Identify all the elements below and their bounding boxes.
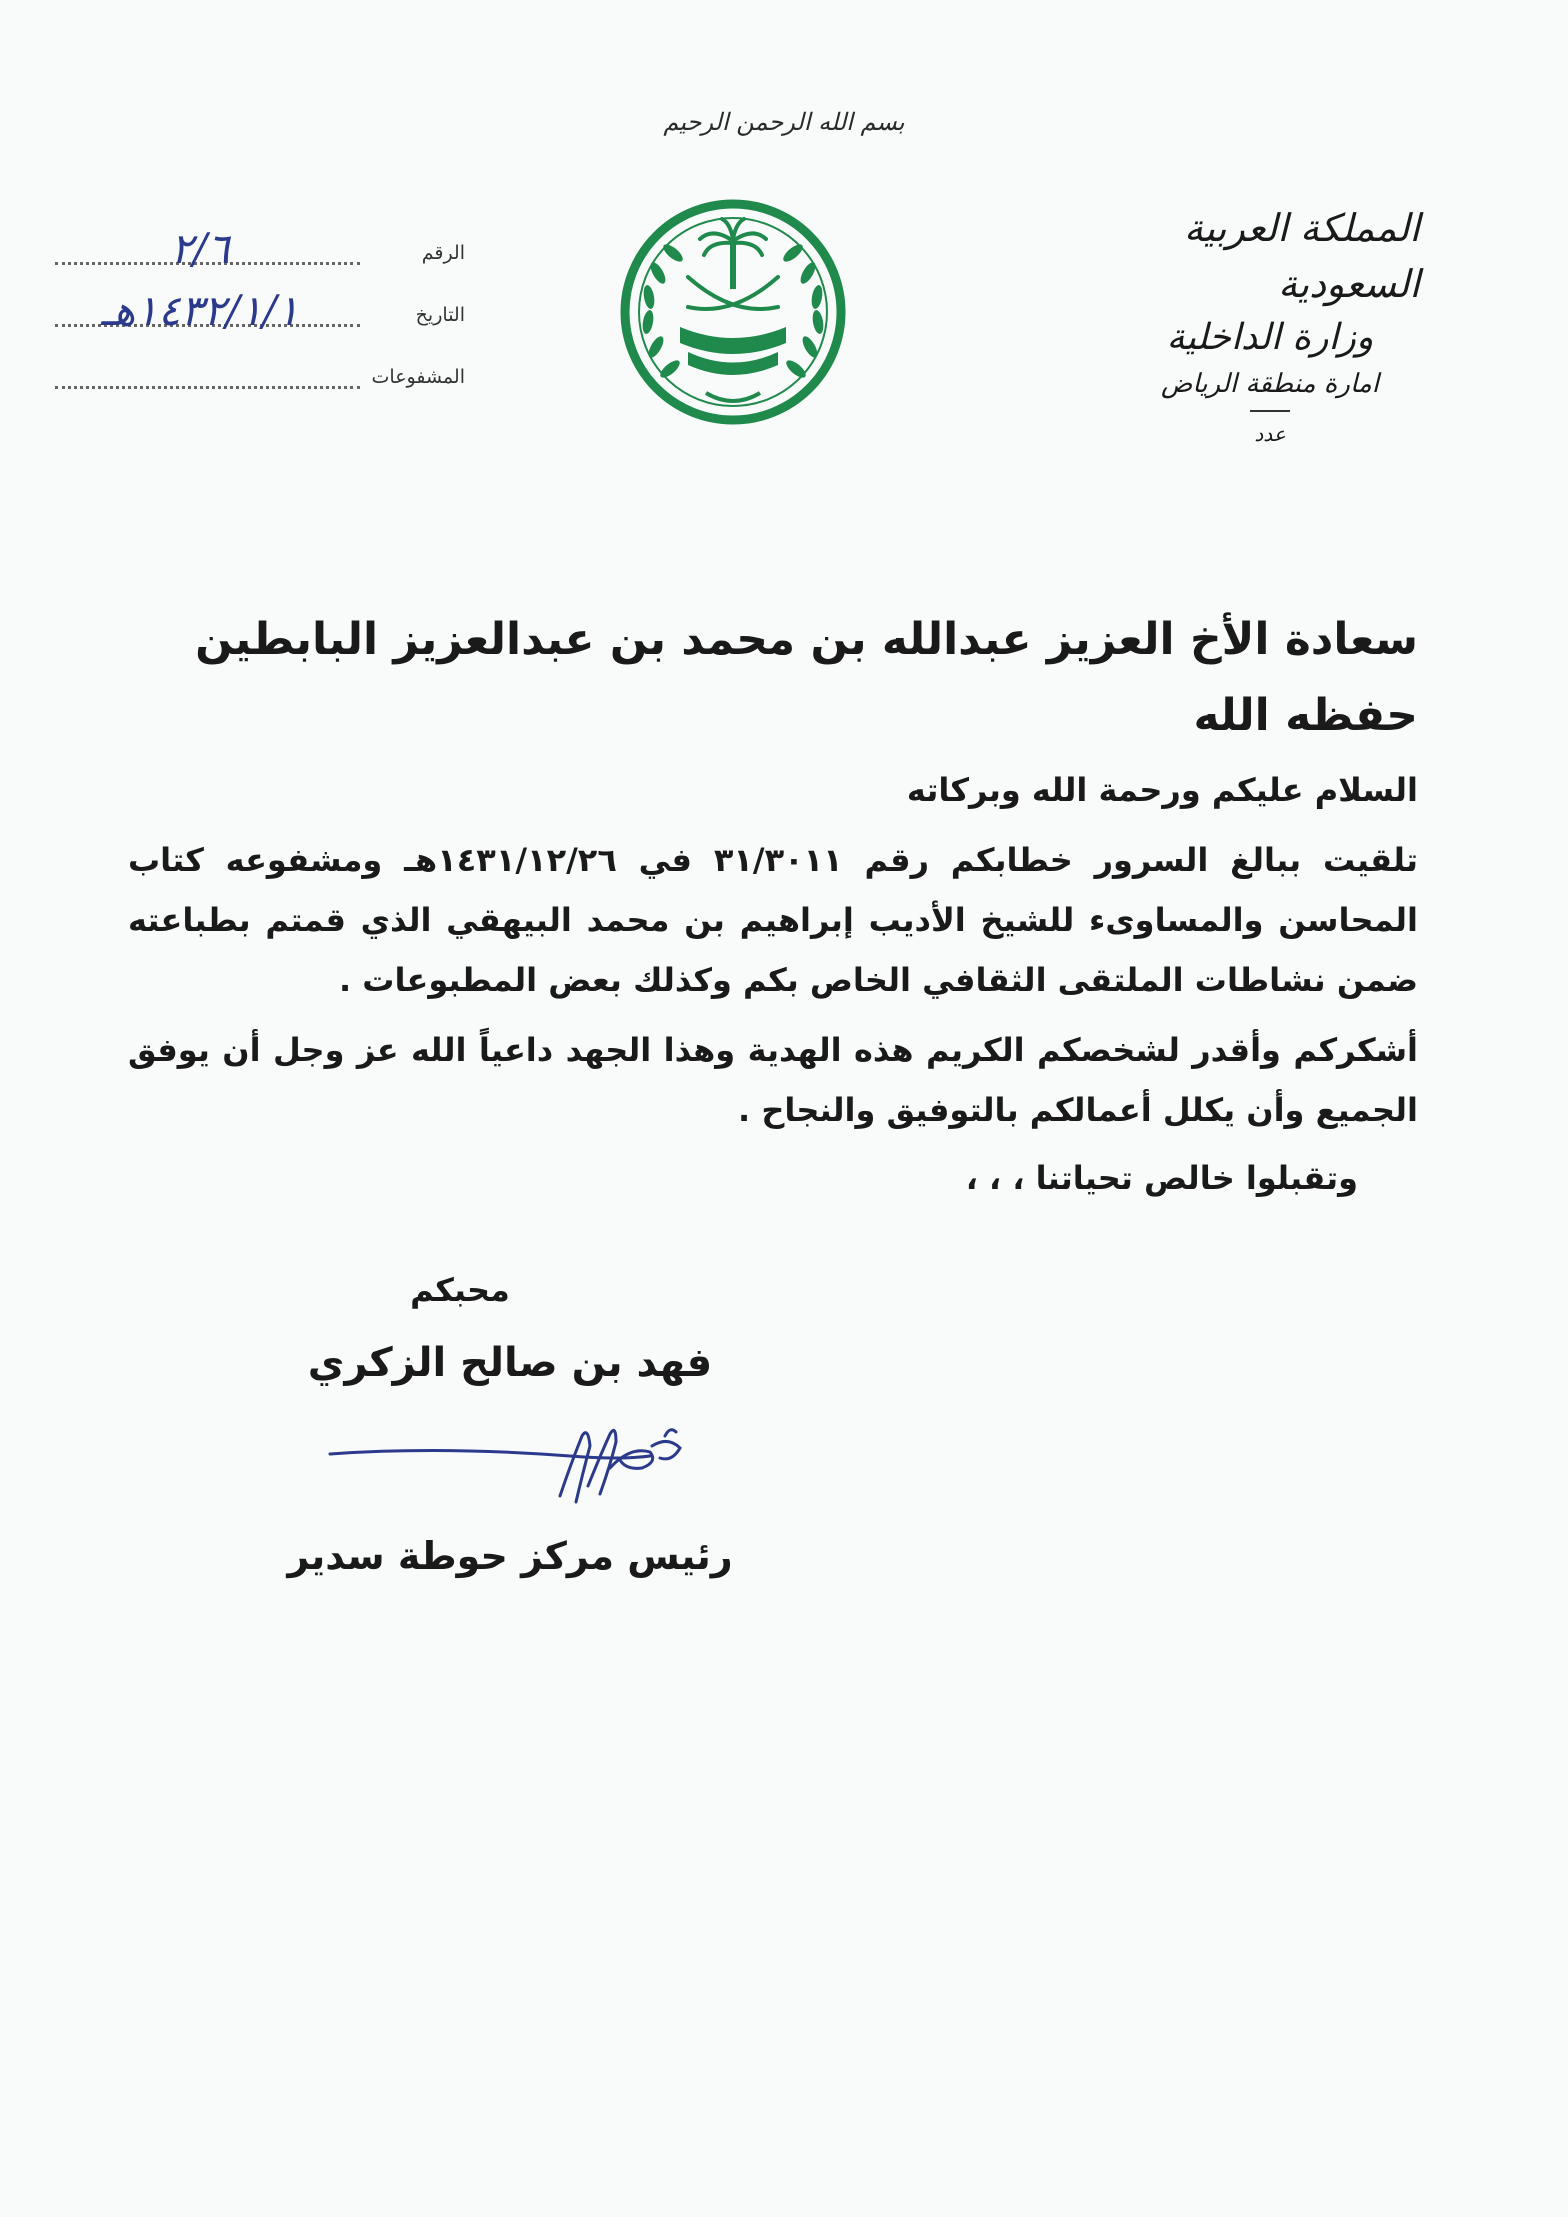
- signatory-name: فهد بن صالح الزكري: [307, 1340, 713, 1386]
- letterhead-attachments-label: عدد: [1254, 422, 1286, 446]
- letterhead: [1120, 200, 1420, 456]
- letter-paragraph-2: أشكركم وأقدر لشخصكم الكريم هذه الهدية وهذا الجهد داعياً الله عز وجل أن يوفق الجميع وأن يكلل أعمالكم بالتوفيق والنجاح .: [128, 1031, 1418, 1129]
- signature-sign-off: محبكم: [410, 1271, 510, 1309]
- letter-closing: وتقبلوا خالص تحياتنا ، ، ،: [965, 1159, 1358, 1197]
- letterhead-ministry: وزارة الداخلية: [1166, 317, 1374, 358]
- letterhead-country: المملكة العربية السعودية: [1184, 206, 1420, 306]
- letterhead-emirate: امارة منطقة الرياض: [1160, 369, 1380, 399]
- letter-paragraph-1: تلقيت ببالغ السرور خطابكم رقم ٣١/٣٠١١ في ١٤٣١/١٢/٢٦هـ ومشفوعه كتاب المحاسن والمساوىء للشيخ الأديب إبراهيم بن محمد البيهقي الذي قمتم بطباعته ضمن نشاطات الملتقى الثقافي الخاص بكم وكذلك بعض المطبوعات .: [128, 841, 1419, 999]
- letter-body: [128, 602, 1418, 1208]
- saudi-emblem-seal-icon: [618, 197, 848, 427]
- letter-salutation: سعادة الأخ العزيز عبدالله بن محمد بن عبدالعزيز البابطين حفظه الله: [195, 614, 1418, 741]
- signatory-title: رئيس مركز حوطة سدير: [287, 1534, 733, 1578]
- letter-greeting: السلام عليكم ورحمة الله وبركاته: [906, 771, 1418, 809]
- reference-number-label: الرقم: [421, 242, 465, 264]
- dotted-leader: [55, 386, 360, 389]
- reference-number-row: [55, 224, 465, 290]
- reference-block: [55, 224, 465, 414]
- handwritten-signature-icon: [320, 1406, 700, 1516]
- reference-date-value: ١٤٣٢/١/١هـ: [100, 286, 300, 335]
- basmala: بسم الله الرحمن الرحيم: [663, 108, 905, 136]
- reference-number-value: ٢/٦: [170, 224, 230, 273]
- reference-date-row: [55, 286, 465, 352]
- signature-block: [250, 1260, 770, 1596]
- reference-enclosures-label: المشفوعات: [371, 366, 465, 388]
- reference-date-label: التاريخ: [415, 304, 465, 326]
- reference-enclosures-row: [55, 352, 465, 414]
